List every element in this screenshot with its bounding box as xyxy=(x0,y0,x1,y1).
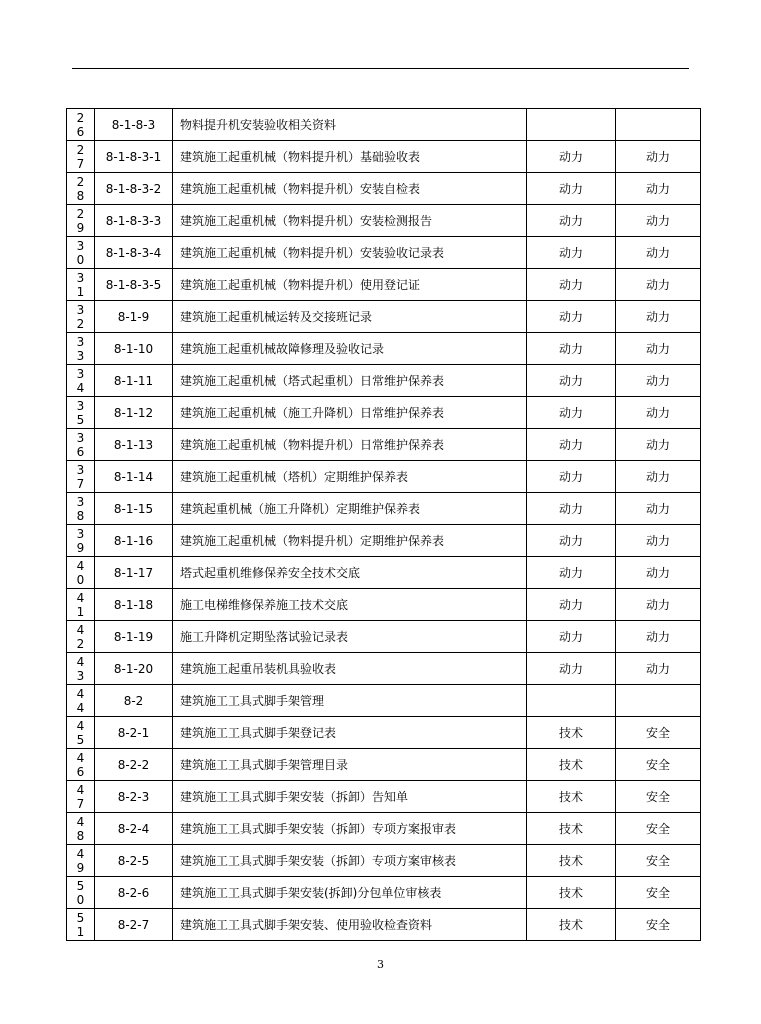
department-b xyxy=(616,685,701,717)
department-b: 动力 xyxy=(616,557,701,589)
table-row xyxy=(67,301,701,333)
row-number-digit: 0 xyxy=(76,252,85,267)
row-number-digit: 2 xyxy=(76,142,85,157)
row-number-digit: 2 xyxy=(76,206,85,221)
item-code: 8-1-18 xyxy=(95,589,173,621)
row-number xyxy=(67,653,95,685)
item-name: 建筑施工工具式脚手架安装、使用验收检查资料 xyxy=(173,909,527,941)
department-a xyxy=(527,109,616,141)
row-number xyxy=(67,909,95,941)
department-b: 动力 xyxy=(616,301,701,333)
department-a: 动力 xyxy=(527,173,616,205)
row-number-digit: 9 xyxy=(76,860,85,875)
department-a: 动力 xyxy=(527,397,616,429)
page-number: 3 xyxy=(377,958,384,971)
row-number-digit: 4 xyxy=(76,380,85,395)
table-body xyxy=(67,109,701,941)
item-name: 建筑施工起重机械（物料提升机）使用登记证 xyxy=(173,269,527,301)
department-a: 技术 xyxy=(527,813,616,845)
row-number xyxy=(67,877,95,909)
row-number-digit: 1 xyxy=(76,924,85,939)
row-number xyxy=(67,205,95,237)
table-row xyxy=(67,141,701,173)
item-name: 建筑施工工具式脚手架管理目录 xyxy=(173,749,527,781)
row-number xyxy=(67,493,95,525)
row-number-digit: 2 xyxy=(76,636,85,651)
department-b: 动力 xyxy=(616,141,701,173)
row-number xyxy=(67,429,95,461)
row-number xyxy=(67,173,95,205)
department-a: 技术 xyxy=(527,749,616,781)
row-number-digit: 4 xyxy=(76,814,85,829)
table-row xyxy=(67,845,701,877)
department-a: 动力 xyxy=(527,525,616,557)
department-a: 技术 xyxy=(527,909,616,941)
row-number-digit: 5 xyxy=(76,412,85,427)
item-code: 8-2 xyxy=(95,685,173,717)
table-row xyxy=(67,173,701,205)
row-number-digit: 3 xyxy=(76,668,85,683)
row-number-digit: 2 xyxy=(76,316,85,331)
item-code: 8-2-1 xyxy=(95,717,173,749)
department-b: 安全 xyxy=(616,749,701,781)
row-number-digit: 4 xyxy=(76,622,85,637)
department-b: 安全 xyxy=(616,845,701,877)
table-row xyxy=(67,461,701,493)
row-number xyxy=(67,781,95,813)
item-code: 8-1-11 xyxy=(95,365,173,397)
item-code: 8-1-20 xyxy=(95,653,173,685)
table-row xyxy=(67,621,701,653)
row-number-digit: 7 xyxy=(76,156,85,171)
item-code: 8-2-2 xyxy=(95,749,173,781)
row-number-digit: 2 xyxy=(76,174,85,189)
row-number-digit: 4 xyxy=(76,590,85,605)
table-row xyxy=(67,109,701,141)
item-name: 建筑施工起重机械（施工升降机）日常维护保养表 xyxy=(173,397,527,429)
row-number-digit: 0 xyxy=(76,572,85,587)
row-number xyxy=(67,557,95,589)
department-a: 动力 xyxy=(527,205,616,237)
item-code: 8-2-7 xyxy=(95,909,173,941)
row-number xyxy=(67,461,95,493)
table-row xyxy=(67,397,701,429)
item-name: 建筑施工起重机械（塔式起重机）日常维护保养表 xyxy=(173,365,527,397)
table-row xyxy=(67,365,701,397)
department-a: 动力 xyxy=(527,461,616,493)
item-code: 8-1-8-3-1 xyxy=(95,141,173,173)
item-name: 建筑施工起重机械（物料提升机）安装自检表 xyxy=(173,173,527,205)
row-number-digit: 9 xyxy=(76,540,85,555)
table-row xyxy=(67,653,701,685)
item-name: 建筑施工起重机械（物料提升机）基础验收表 xyxy=(173,141,527,173)
department-b: 动力 xyxy=(616,397,701,429)
row-number xyxy=(67,333,95,365)
department-b: 安全 xyxy=(616,877,701,909)
table-row xyxy=(67,525,701,557)
item-name: 建筑施工起重机械（物料提升机）日常维护保养表 xyxy=(173,429,527,461)
item-name: 建筑施工工具式脚手架安装(拆卸)分包单位审核表 xyxy=(173,877,527,909)
row-number xyxy=(67,269,95,301)
department-a: 动力 xyxy=(527,557,616,589)
row-number-digit: 6 xyxy=(76,444,85,459)
row-number xyxy=(67,749,95,781)
table-row xyxy=(67,269,701,301)
department-a: 动力 xyxy=(527,237,616,269)
row-number-digit: 4 xyxy=(76,654,85,669)
table-row xyxy=(67,749,701,781)
item-code: 8-2-3 xyxy=(95,781,173,813)
item-code: 8-2-5 xyxy=(95,845,173,877)
row-number-digit: 4 xyxy=(76,718,85,733)
item-code: 8-1-12 xyxy=(95,397,173,429)
item-name: 建筑施工起重吊装机具验收表 xyxy=(173,653,527,685)
department-b xyxy=(616,109,701,141)
department-b: 安全 xyxy=(616,813,701,845)
row-number xyxy=(67,365,95,397)
item-name: 建筑施工起重机械（物料提升机）定期维护保养表 xyxy=(173,525,527,557)
table-row xyxy=(67,493,701,525)
item-name: 建筑起重机械（施工升降机）定期维护保养表 xyxy=(173,493,527,525)
department-a: 动力 xyxy=(527,365,616,397)
row-number-digit: 8 xyxy=(76,508,85,523)
table-row xyxy=(67,717,701,749)
department-a xyxy=(527,685,616,717)
row-number-digit: 3 xyxy=(76,270,85,285)
header-rule xyxy=(72,68,689,69)
item-name: 建筑施工起重机械（物料提升机）安装检测报告 xyxy=(173,205,527,237)
department-b: 动力 xyxy=(616,237,701,269)
row-number xyxy=(67,589,95,621)
row-number-digit: 5 xyxy=(76,732,85,747)
department-a: 动力 xyxy=(527,141,616,173)
item-code: 8-1-19 xyxy=(95,621,173,653)
row-number xyxy=(67,301,95,333)
department-b: 动力 xyxy=(616,333,701,365)
row-number-digit: 3 xyxy=(76,348,85,363)
department-a: 动力 xyxy=(527,429,616,461)
row-number-digit: 5 xyxy=(76,878,85,893)
item-code: 8-1-8-3-4 xyxy=(95,237,173,269)
table-row xyxy=(67,429,701,461)
department-b: 动力 xyxy=(616,589,701,621)
item-name: 建筑施工起重机械（物料提升机）安装验收记录表 xyxy=(173,237,527,269)
department-a: 技术 xyxy=(527,717,616,749)
row-number-digit: 4 xyxy=(76,686,85,701)
item-name: 建筑施工工具式脚手架安装（拆卸）专项方案报审表 xyxy=(173,813,527,845)
item-code: 8-1-8-3-5 xyxy=(95,269,173,301)
row-number-digit: 4 xyxy=(76,558,85,573)
item-name: 施工升降机定期坠落试验记录表 xyxy=(173,621,527,653)
department-b: 动力 xyxy=(616,493,701,525)
table-row xyxy=(67,557,701,589)
department-a: 动力 xyxy=(527,333,616,365)
row-number-digit: 3 xyxy=(76,334,85,349)
row-number-digit: 4 xyxy=(76,700,85,715)
row-number-digit: 3 xyxy=(76,526,85,541)
item-code: 8-1-8-3 xyxy=(95,109,173,141)
item-code: 8-1-8-3-3 xyxy=(95,205,173,237)
item-code: 8-1-16 xyxy=(95,525,173,557)
row-number-digit: 8 xyxy=(76,188,85,203)
department-b: 动力 xyxy=(616,173,701,205)
department-a: 技术 xyxy=(527,781,616,813)
table-row xyxy=(67,205,701,237)
row-number-digit: 3 xyxy=(76,302,85,317)
row-number-digit: 3 xyxy=(76,462,85,477)
item-code: 8-2-6 xyxy=(95,877,173,909)
row-number-digit: 1 xyxy=(76,284,85,299)
item-code: 8-1-10 xyxy=(95,333,173,365)
department-b: 动力 xyxy=(616,653,701,685)
item-code: 8-1-14 xyxy=(95,461,173,493)
row-number xyxy=(67,237,95,269)
item-code: 8-1-9 xyxy=(95,301,173,333)
item-name: 塔式起重机维修保养安全技术交底 xyxy=(173,557,527,589)
row-number-digit: 3 xyxy=(76,238,85,253)
row-number-digit: 0 xyxy=(76,892,85,907)
row-number-digit: 8 xyxy=(76,828,85,843)
item-code: 8-1-15 xyxy=(95,493,173,525)
item-name: 建筑施工工具式脚手架安装（拆卸）专项方案审核表 xyxy=(173,845,527,877)
department-a: 动力 xyxy=(527,269,616,301)
table-row xyxy=(67,877,701,909)
department-b: 动力 xyxy=(616,621,701,653)
department-b: 安全 xyxy=(616,909,701,941)
row-number-digit: 3 xyxy=(76,366,85,381)
row-number-digit: 4 xyxy=(76,782,85,797)
department-b: 动力 xyxy=(616,461,701,493)
department-a: 动力 xyxy=(527,589,616,621)
row-number-digit: 4 xyxy=(76,846,85,861)
item-code: 8-2-4 xyxy=(95,813,173,845)
item-code: 8-1-13 xyxy=(95,429,173,461)
row-number-digit: 4 xyxy=(76,750,85,765)
department-a: 动力 xyxy=(527,653,616,685)
item-code: 8-1-8-3-2 xyxy=(95,173,173,205)
table-row xyxy=(67,589,701,621)
row-number-digit: 3 xyxy=(76,494,85,509)
department-a: 动力 xyxy=(527,621,616,653)
row-number xyxy=(67,397,95,429)
department-a: 技术 xyxy=(527,877,616,909)
item-code: 8-1-17 xyxy=(95,557,173,589)
department-b: 动力 xyxy=(616,429,701,461)
row-number xyxy=(67,845,95,877)
row-number-digit: 6 xyxy=(76,124,85,139)
item-name: 建筑施工工具式脚手架管理 xyxy=(173,685,527,717)
table-row xyxy=(67,685,701,717)
row-number-digit: 9 xyxy=(76,220,85,235)
row-number-digit: 5 xyxy=(76,910,85,925)
row-number-digit: 6 xyxy=(76,764,85,779)
table-row xyxy=(67,781,701,813)
row-number xyxy=(67,109,95,141)
department-a: 动力 xyxy=(527,493,616,525)
row-number xyxy=(67,813,95,845)
row-number-digit: 1 xyxy=(76,604,85,619)
department-b: 安全 xyxy=(616,781,701,813)
item-name: 建筑施工起重机械故障修理及验收记录 xyxy=(173,333,527,365)
department-b: 动力 xyxy=(616,269,701,301)
table-row xyxy=(67,813,701,845)
row-number xyxy=(67,685,95,717)
row-number-digit: 7 xyxy=(76,476,85,491)
row-number-digit: 3 xyxy=(76,430,85,445)
department-a: 技术 xyxy=(527,845,616,877)
department-b: 安全 xyxy=(616,717,701,749)
item-name: 施工电梯维修保养施工技术交底 xyxy=(173,589,527,621)
department-b: 动力 xyxy=(616,365,701,397)
department-a: 动力 xyxy=(527,301,616,333)
department-b: 动力 xyxy=(616,205,701,237)
table-row xyxy=(67,237,701,269)
item-name: 物料提升机安装验收相关资料 xyxy=(173,109,527,141)
row-number xyxy=(67,525,95,557)
item-name: 建筑施工起重机械运转及交接班记录 xyxy=(173,301,527,333)
row-number xyxy=(67,141,95,173)
row-number xyxy=(67,717,95,749)
item-name: 建筑施工工具式脚手架登记表 xyxy=(173,717,527,749)
item-name: 建筑施工起重机械（塔机）定期维护保养表 xyxy=(173,461,527,493)
table-row xyxy=(67,909,701,941)
table-row xyxy=(67,333,701,365)
row-number xyxy=(67,621,95,653)
document-table xyxy=(66,108,701,941)
row-number-digit: 2 xyxy=(76,110,85,125)
department-b: 动力 xyxy=(616,525,701,557)
row-number-digit: 7 xyxy=(76,796,85,811)
item-name: 建筑施工工具式脚手架安装（拆卸）告知单 xyxy=(173,781,527,813)
row-number-digit: 3 xyxy=(76,398,85,413)
